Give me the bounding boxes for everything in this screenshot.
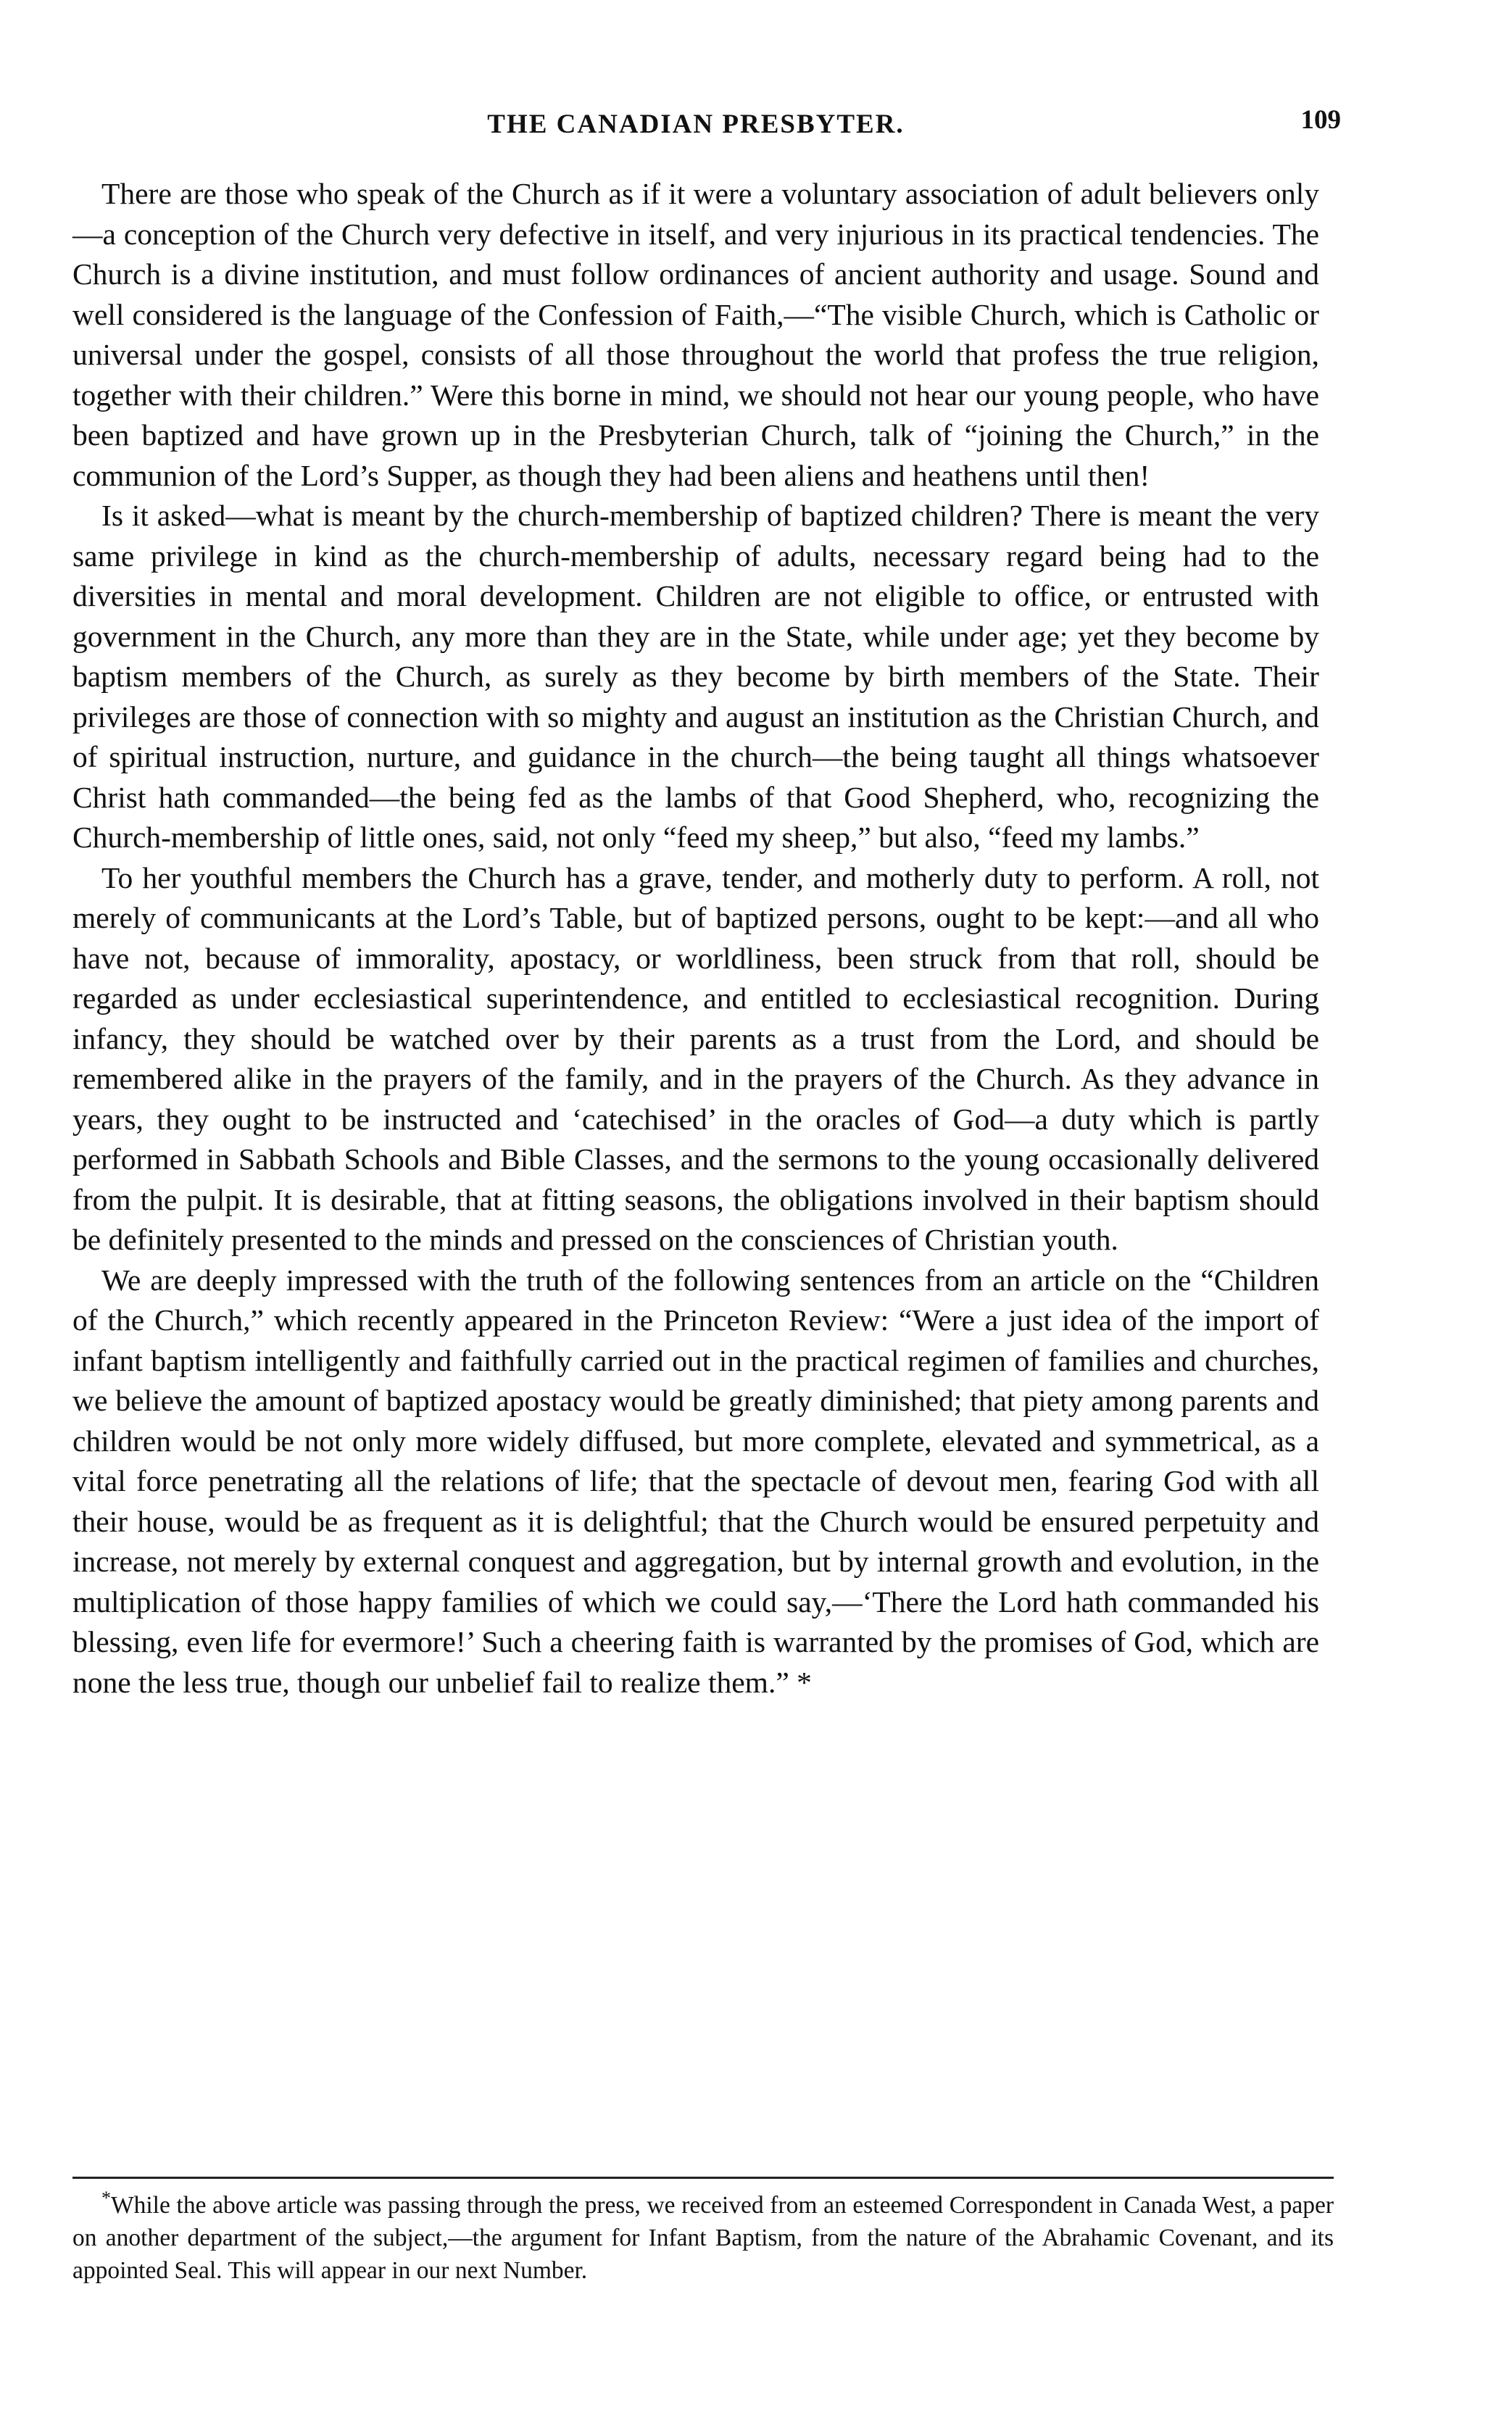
paragraph: To her youthful members the Church has a grave, tender, and motherly duty to perform. A roll, not merely of communicants at the Lord’s Table, but of baptized persons, ought to be kept:—and all who have not, because of immorality, apostacy, or worldliness, been struck from that roll, should be regarded as under ecclesiastical superintendence, and entitled to ecclesiastical recognition. During infancy, they should be watched over by their parents as a trust from the Lord, and should be remembered alike in the prayers of the family, and in the prayers of the Church. As they advance in years, they ought to be instructed and ‘catechised’ in the oracles of God—a duty which is partly performed in Sabbath Schools and Bible Classes, and the sermons to the young occasionally delivered from the pulpit. It is desirable, that at fitting seasons, the obligations involved in their baptism should be definitely presented to the minds and pressed on the consciences of Christian youth. — [72, 860, 1319, 1256]
footnote-marker: * — [101, 2187, 111, 2209]
article-body — [72, 174, 1319, 1703]
paragraph: There are those who speak of the Church as if it were a voluntary association of adult believers only—a conception of the Church very defective in itself, and very injurious in its practical tendencies. The Church is a divine institution, and must follow ordinances of ancient authority and usage. Sound and well considered is the language of the Confession of Faith,—“The visible Church, which is Catholic or universal under the gospel, consists of all those throughout the world that profess the true religion, together with their children.” Were this borne in mind, we should not hear our young people, who have been baptized and have grown up in the Presbyterian Church, talk of “joining the Church,” in the communion of the Lord’s Supper, as though they had been aliens and heathens until then! — [72, 177, 1319, 492]
footnote-paragraph — [72, 2189, 1334, 2287]
footnote-divider — [72, 2177, 1334, 2179]
paragraph: Is it asked—what is meant by the church-membership of baptized children? There is meant the very same privilege in kind as the church-membership of adults, necessary regard being had to the diversities in mental and moral development. Children are not eligible to office, or entrusted with government in the Church, any more than they are in the State, while under age; yet they become by baptism members of the Church, as surely as they become by birth members of the State. Their privileges are those of connection with so mighty and august an institution as the Christian Church, and of spiritual instruction, nurture, and guidance in the church—the being taught all things whatsoever Christ hath commanded—the being fed as the lambs of that Good Shepherd, who, recognizing the Church-membership of little ones, said, not only “feed my sheep,” but also, “feed my lambs.” — [72, 499, 1319, 854]
running-title: THE CANADIAN PRESBYTER. — [487, 109, 905, 139]
paragraph: We are deeply impressed with the truth of the following sentences from an article on the “Children of the Church,” which recently appeared in the Princeton Review: “Were a just idea of the import of infant baptism intelligently and faithfully carried out in the practical regimen of families and churches, we believe the amount of baptized apostacy would be greatly diminished; that piety among parents and children would be not only more widely diffused, but more complete, elevated and symmetrical, as a vital force penetrating all the relations of life; that the spectacle of devout men, fearing God with all their house, would be as frequent as it is delightful; that the Church would be ensured perpetuity and increase, not merely by external conquest and aggregation, but by internal growth and evolution, in the multiplication of those happy families of which we could say,—‘There the Lord hath commanded his blessing, even life for evermore!’ Such a cheering faith is warranted by the promises of God, which are none the less true, though our unbelief fail to realize them.” * — [72, 1263, 1319, 1699]
footnote — [72, 2189, 1334, 2287]
page-number: 109 — [1300, 105, 1341, 135]
running-head — [72, 105, 1341, 152]
footnote-text: While the above article was passing through the press, we received from an esteemed Correspondent in Canada West, a paper on another department of the subject,—the argument for Infant Baptism, from the nature of the Abrahamic Covenant, and its appointed Seal. This will appear in our next Number. — [72, 2192, 1334, 2284]
